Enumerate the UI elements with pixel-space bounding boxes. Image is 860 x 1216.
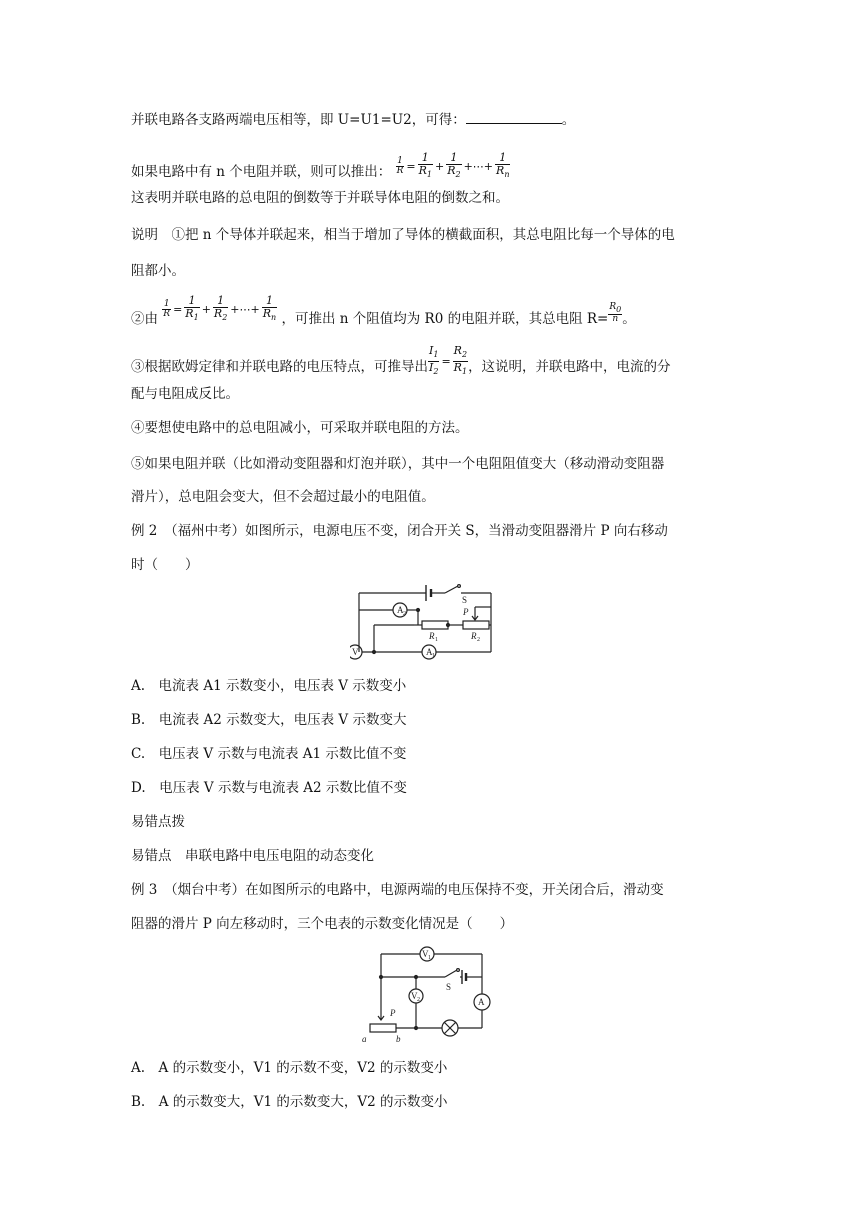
formula-reciprocal-sum: $\frac{1}{R}$ = $\frac{1}{R_1}$ + $\frac{1}{R_2}$ +⋯+ $\frac{1}{R_n}$ (163, 294, 277, 323)
example-3-question: 例 3 （烟台中考）在如图所示的电路中，电源两端的电压保持不变，开关闭合后，滑动变 (131, 882, 664, 898)
text-line-4: 说明 ①把 n 个导体并联起来，相当于增加了导体的横截面积，其总电阻比每一个导体的电 (131, 227, 675, 243)
text-line-1: 并联电路各支路两端电压相等，即 U=U1=U2，可得： 。 (131, 112, 576, 128)
option-a-ex2[interactable]: A. 电流表 A1 示数变小，电压表 V 示数变小 (131, 678, 407, 694)
text-line-8: 配与电阻成反比。 (131, 386, 239, 402)
subsection-heading: 易错点 串联电路中电压电阻的动态变化 (131, 848, 374, 864)
svg-text:1: 1 (435, 637, 438, 643)
option-a-ex3[interactable]: A. A 的示数变小，V1 的示数不变，V2 的示数变小 (131, 1060, 448, 1076)
svg-text:V: V (352, 647, 359, 657)
formula-current-ratio: $\frac{I_1}{I_2}$ = $\frac{R_2}{R_1}$ (429, 344, 468, 377)
option-b-ex2[interactable]: B. 电流表 A2 示数变大，电压表 V 示数变大 (131, 712, 407, 728)
text-line-11: 滑片），总电阻会变大，但不会超过最小的电阻值。 (131, 489, 435, 505)
example-3-question-cont: 阻器的滑片 P 向左移动时，三个电表的示数变化情况是（ ） (131, 916, 514, 932)
text-line-6: ②由 $\frac{1}{R}$ = $\frac{1}{R_1}$ + $\frac{1}{R_2}$ +⋯+ $\frac{1}{R_n}$ ，可推出 n 个阻值均为 R0 的电阻并联，其总电阻 R= $\frac{R0}{n}$ 。 (131, 294, 636, 328)
svg-text:S: S (462, 595, 468, 605)
section-heading: 易错点拨 (131, 814, 185, 830)
option-b-ex3[interactable]: B. A 的示数变大，V1 的示数变大，V2 的示数变小 (131, 1094, 448, 1110)
svg-text:2: 2 (417, 997, 420, 1003)
svg-text:2: 2 (403, 611, 406, 617)
svg-text:1: 1 (432, 653, 435, 659)
text-line-3: 这表明并联电路的总电阻的倒数等于并联导体电阻的倒数之和。 (131, 190, 509, 206)
circuit-diagram-2 (360, 942, 500, 1048)
svg-text:S: S (446, 982, 452, 992)
svg-text:R: R (471, 631, 477, 641)
example-2-question-cont: 时（ ） (131, 557, 199, 573)
svg-text:P: P (390, 1008, 396, 1018)
svg-text:A: A (426, 647, 433, 657)
svg-text:1: 1 (428, 955, 431, 961)
svg-text:V: V (422, 949, 429, 959)
circuit-diagram-1 (350, 575, 500, 665)
example-2-question: 例 2 （福州中考）如图所示，电源电压不变，闭合开关 S，当滑动变阻器滑片 P 向右移动 (131, 523, 668, 539)
text-line-7: ③根据欧姆定律和并联电路的电压特点，可推导出 $\frac{I_1}{I_2}$ = $\frac{R_2}{R_1}$ ，这说明，并联电路中，电流的分 (131, 344, 671, 377)
svg-text:2: 2 (477, 637, 480, 643)
svg-text:V: V (411, 991, 418, 1001)
svg-text:R: R (429, 631, 435, 641)
svg-text:a: a (362, 1034, 367, 1044)
svg-text:A: A (397, 605, 404, 615)
option-d-ex2[interactable]: D. 电压表 V 示数与电流表 A2 示数比值不变 (131, 780, 407, 796)
svg-text:b: b (396, 1034, 401, 1044)
option-c-ex2[interactable]: C. 电压表 V 示数与电流表 A1 示数比值不变 (131, 746, 407, 762)
text-line-9: ④要想使电路中的总电阻减小，可采取并联电阻的方法。 (131, 420, 469, 436)
text-line-2: 如果电路中有 n 个电阻并联，则可以推出： $\frac{1}{R}$ = $\frac{1}{R_1}$ + $\frac{1}{R_2}$ +⋯+ $\frac{1}{R_n}$ (131, 151, 510, 181)
answer-blank[interactable] (466, 111, 562, 124)
text-line-5: 阻都小。 (131, 263, 185, 279)
formula-r0-over-n: $\frac{R0}{n}$ (609, 302, 622, 324)
formula-parallel-resistance: $\frac{1}{R}$ = $\frac{1}{R_1}$ + $\frac{1}{R_2}$ +⋯+ $\frac{1}{R_n}$ (396, 151, 510, 180)
text-line-10: ⑤如果电阻并联（比如滑动变阻器和灯泡并联），其中一个电阻阻值变大（移动滑动变阻器 (131, 456, 665, 472)
svg-text:A: A (478, 997, 485, 1007)
svg-text:P: P (463, 607, 469, 617)
